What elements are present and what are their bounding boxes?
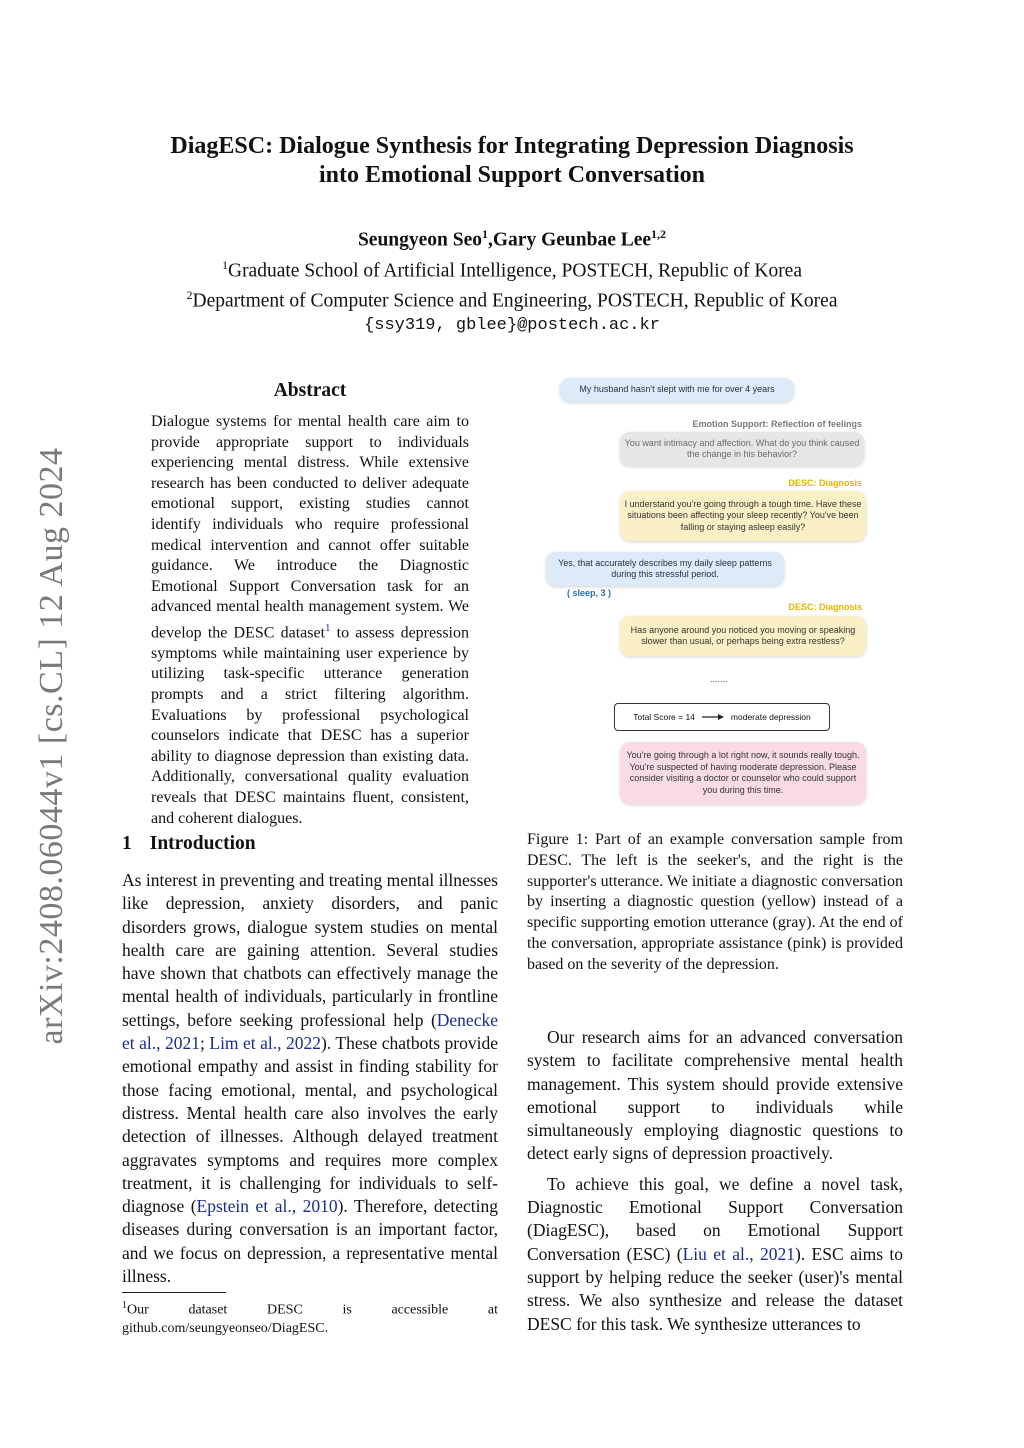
diagnosis-bubble: I understand you're going through a tough time. Have these situations been affecting your sleep recently? You've been falling or staying asleep easily? [620,491,866,541]
arxiv-identifier: arXiv:2408.06044v1 [cs.CL] 12 Aug 2024 [33,447,70,1045]
affiliation-1: $^1$Graduate School of Artificial Intelligence, POSTECH, Republic of Korea [221,257,802,281]
author-1-sup: 1 [482,227,489,241]
citation-link[interactable]: Lim et al., 2022 [209,1033,322,1054]
author-1: Seungyeon Seo [357,229,483,251]
figure-1-conversation [540,372,902,818]
author-block [0,222,1024,338]
title-line-2: into Emotional Support Conversation [318,162,706,188]
section-heading: 1 Introduction [122,833,256,854]
paragraph: Our research aims for an advanced conversation system to facilitate comprehensive mental health management. This system should provide extensive emotional support to individuals while simultaneously employing diagnostic questions to detect early signs of depression proactively. [527,1027,903,1164]
abstract-heading: Abstract [273,380,347,401]
title-line-1: DiagESC: Dialogue Synthesis for Integrating Depression Diagnosis [170,133,854,159]
final-assistance-bubble: You're going through a lot right now, it sounds really tough. You're suspected of having moderate depression. Please consider visiting a doctor or counselor who could support you during this time. [620,742,866,804]
citation-link[interactable]: Denecke et al., 2021 [122,1009,498,1054]
diagnosis-label: DESC: Diagnosis [788,602,862,612]
diagnosis-label: DESC: Diagnosis [788,478,862,488]
score-box [614,703,830,731]
abstract-text: Dialogue systems for mental health care aim to provide appropriate support to individuals experiencing mental distress. While extensive research has been conducted to deliver adequate emotional support, existing studies cannot identify individuals who require professional medical intervention and cannot offer suitable guidance. We introduce the Diagnostic Emotional Support Conversation task for an advanced mental health management system. We develop the DESC dataset$^1$ to assess depression symptoms while maintaining user experience by utilizing task-specific utterance generation prompts and a strict filtering algorithm. Evaluations by professional psychological counselors indicate that DESC has a superior ability to diagnose depression than existing data. Additionally, conversational quality evaluation reveals that DESC maintains fluent, consistent, and coherent dialogues. [151,413,470,827]
paper-title [0,132,1024,190]
affiliation-2: $^2$Department of Computer Science and Engineering, POSTECH, Republic of Korea [186,288,838,312]
author-names: Seungyeon Seo$^1$,Gary Geunbae Lee$^{1,2}$ [357,227,667,251]
score-severity: moderate depression [730,712,811,722]
author-2: Gary Geunbae Lee [492,229,652,251]
ellipsis: ....... [710,674,728,684]
figure-caption: Figure 1: Part of an example conversation sample from DESC. The left is the seeker's, and the right is the supporter's utterance. We initiate a diagnostic conversation by inserting a diagnostic question (yellow) instead of a specific supporting emotion utterance (gray). At the end of the conversation, appropriate assistance (pink) is provided based on the severity of the depression. [527,831,903,973]
support-bubble: You want intimacy and affection. What do you think caused the change in his behavior? [620,432,864,466]
footnote: $^1$Our dataset DESC is accessible at github.com/seungyeonseo/DiagESC. [122,1300,498,1336]
footnote-divider [122,1292,226,1293]
right-column-text [527,1026,903,1336]
footnote-ref[interactable]: 1 [325,621,331,634]
introduction-paragraph: As interest in preventing and treating mental illnesses like depression, anxiety disorders, and panic disorders grows, dialogue system studies on mental health care are gaining attention. Several studies have shown that chatbots can effectively manage the mental health of individuals, particularly in frontline settings, before seeking professional help (Denecke et al., 2021; Lim et al., 2022). These chatbots provide emotional empathy and assist in finding stability for those facing emotional, mental, and psychological distress. Mental health care also involves the early detection of illnesses. Although delayed treatment aggravates symptoms and requires more complex treatment, it is challenging for individuals to self-diagnose (Epstein et al., 2010). Therefore, detecting diseases during conversation is an important factor, and we focus on depression, a representative mental illness. [122,870,498,1287]
citation-link[interactable]: Liu et al., 2021 [682,1243,795,1264]
arrow-right-icon [702,714,724,720]
citation-link[interactable]: Epstein et al., 2010 [196,1196,338,1217]
diagnosis-bubble: Has anyone around you noticed you moving or speaking slower than usual, or perhaps being extra restless? [620,616,866,656]
seeker-bubble: My husband hasn't slept with me for over 4 years [560,378,794,402]
paragraph: To achieve this goal, we define a novel task, Diagnostic Emotional Support Conversation (DiagESC), based on Emotional Support Conversation (ESC) (Liu et al., 2021). ESC aims to support by helping reduce the seeker (user)'s mental stress. We also synthesize and release the dataset DESC for this task. We synthesize utterances to [527,1173,904,1334]
seeker-bubble: Yes, that accurately describes my daily sleep patterns during this stressful period. [546,552,784,586]
symptom-tag: ( sleep, 3 ) [567,588,612,598]
score-total: Total Score = 14 [633,712,695,722]
author-emails: {ssy319, gblee}@postech.ac.kr [364,315,660,335]
support-label: Emotion Support: Reflection of feelings [692,419,862,429]
author-2-sup: 1,2 [651,227,667,241]
